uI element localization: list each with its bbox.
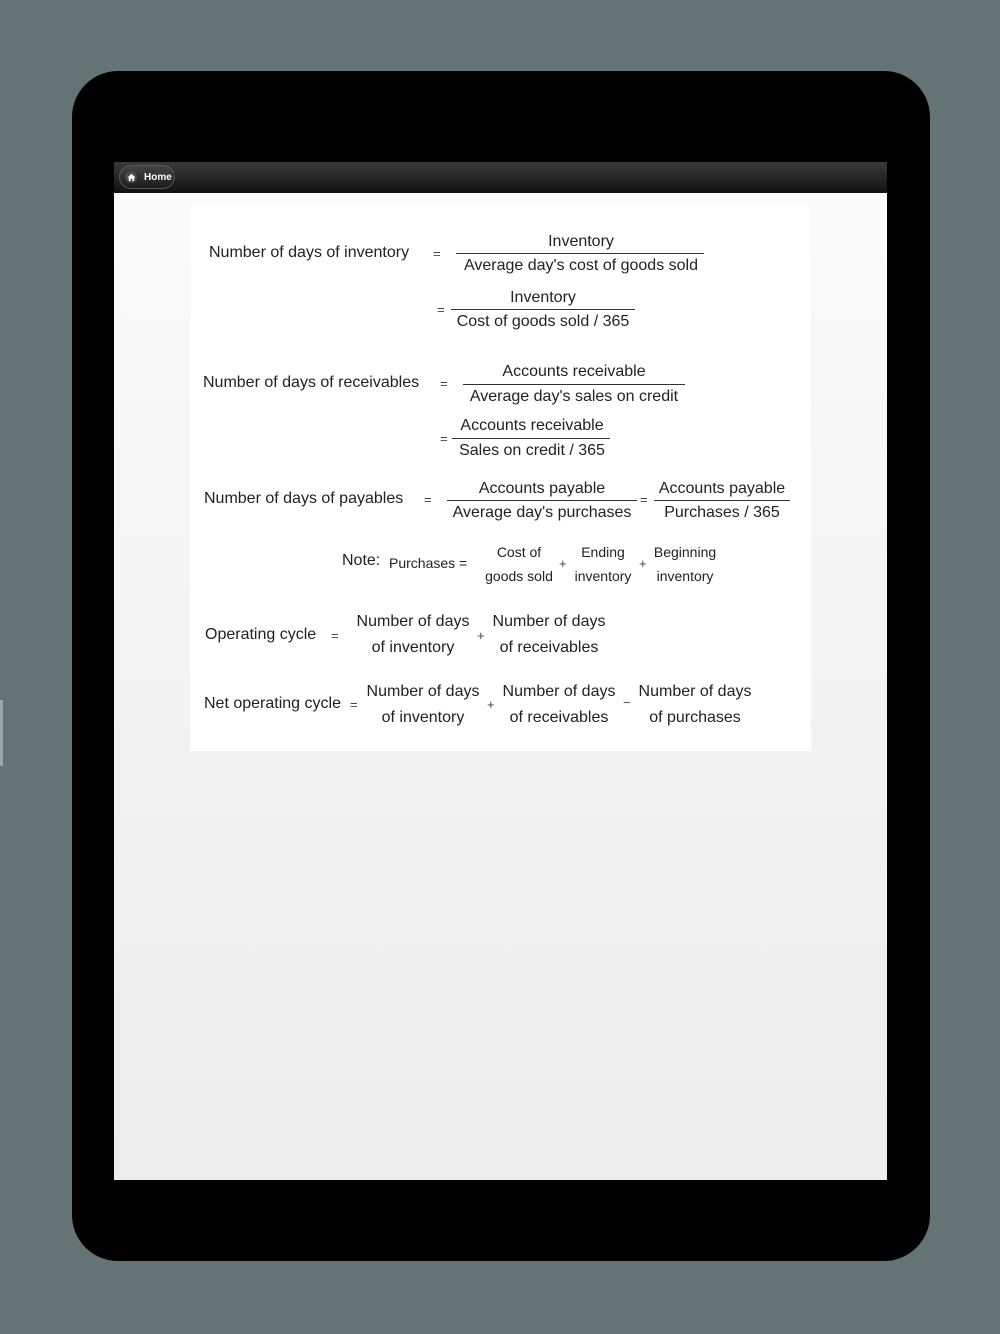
noc-term-1a: Number of days [366, 683, 480, 700]
days-payables-label: Number of days of payables [204, 490, 404, 507]
note-term-2b: inventory [574, 568, 632, 584]
side-notch [0, 700, 3, 766]
note-prefix: Note: [342, 552, 381, 569]
fraction-bar [654, 500, 790, 501]
net-operating-cycle-label: Net operating cycle [204, 695, 341, 712]
noc-term-2b: of receivables [509, 709, 609, 726]
noc-term-1b: of inventory [381, 709, 465, 726]
inventory-denominator-2: Cost of goods sold / 365 [456, 313, 630, 330]
plus-sign: + [487, 697, 495, 712]
fraction-bar [447, 500, 637, 501]
minus-sign: − [623, 695, 631, 710]
equals-sign: = [433, 246, 441, 261]
fraction-bar [463, 384, 685, 385]
days-inventory-label: Number of days of inventory [209, 244, 410, 261]
equals-sign: = [640, 492, 648, 507]
noc-term-3b: of purchases [649, 709, 741, 726]
equals-sign: = [440, 431, 448, 446]
fraction-bar [456, 253, 704, 254]
note-term-2a: Ending [581, 544, 625, 560]
equals-sign: = [424, 492, 432, 507]
oc-term-2b: of receivables [499, 639, 599, 656]
plus-sign: + [639, 556, 647, 571]
inventory-numerator: Inventory [548, 233, 614, 250]
noc-term-2a: Number of days [502, 683, 616, 700]
inventory-denominator: Average day's cost of goods sold [463, 257, 698, 274]
home-button[interactable] [119, 165, 175, 189]
equals-sign: = [437, 302, 445, 317]
navbar [114, 152, 887, 193]
payables-denominator-2: Purchases / 365 [664, 504, 780, 521]
formula-card [190, 205, 811, 751]
note-term-1a: Cost of [496, 544, 542, 560]
equals-sign: = [350, 697, 358, 712]
plus-sign: + [559, 556, 567, 571]
payables-denominator: Average day's purchases [452, 504, 632, 521]
fraction-bar [451, 309, 635, 310]
home-label: Home [144, 171, 172, 183]
fraction-bar [452, 438, 610, 439]
equals-sign: = [331, 628, 339, 643]
operating-cycle-label: Operating cycle [205, 626, 317, 643]
noc-term-3a: Number of days [638, 683, 752, 700]
receivables-denominator-2: Sales on credit / 365 [459, 442, 605, 459]
app-screen [114, 152, 887, 1180]
purchases-label: Purchases = [389, 555, 468, 571]
receivables-numerator: Accounts receivable [502, 363, 646, 380]
note-term-3a: Beginning [653, 544, 717, 560]
oc-term-2a: Number of days [492, 613, 606, 630]
plus-sign: + [477, 628, 485, 643]
receivables-denominator: Average day's sales on credit [469, 388, 679, 405]
oc-term-1b: of inventory [371, 639, 455, 656]
note-term-3b: inventory [656, 568, 714, 584]
oc-term-1a: Number of days [356, 613, 470, 630]
receivables-numerator-2: Accounts receivable [460, 417, 604, 434]
days-receivables-label: Number of days of receivables [203, 374, 420, 391]
payables-numerator: Accounts payable [478, 480, 606, 497]
equals-sign: = [440, 376, 448, 391]
home-icon [125, 171, 137, 183]
inventory-numerator-2: Inventory [510, 289, 576, 306]
payables-numerator-2: Accounts payable [658, 480, 786, 497]
note-term-1b: goods sold [485, 568, 553, 584]
